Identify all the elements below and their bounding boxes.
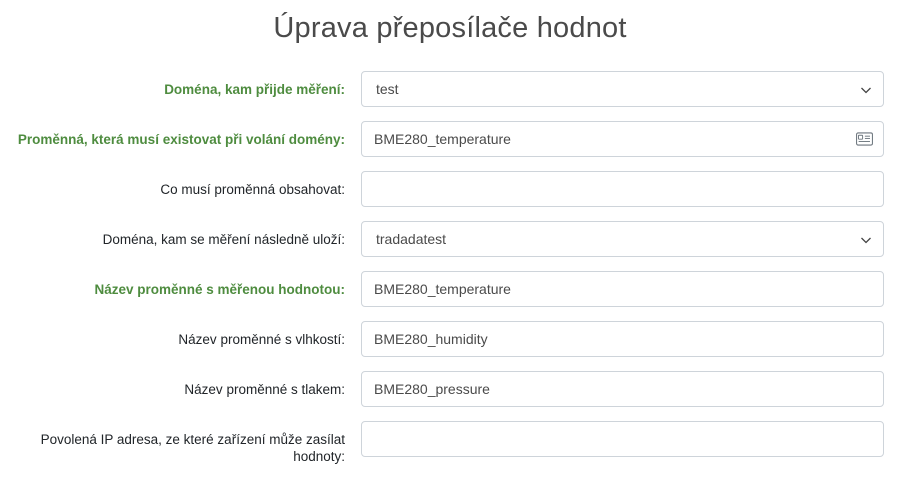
address-card-icon[interactable] xyxy=(856,132,873,146)
label-variable-contains: Co musí proměnná obsahovat: xyxy=(160,182,345,197)
measured-value-variable-input[interactable] xyxy=(361,271,884,307)
allowed-ip-input[interactable] xyxy=(361,421,884,457)
label-pressure-variable: Název proměnné s tlakem: xyxy=(184,382,345,397)
field-pressure-variable xyxy=(361,371,884,407)
variable-contains-input[interactable] xyxy=(361,171,884,207)
form-row-source-domain xyxy=(16,71,884,107)
field-measured-value-variable xyxy=(361,271,884,307)
field-source-domain xyxy=(361,71,884,107)
input-wrap-required-variable xyxy=(361,121,884,157)
form-row-required-variable xyxy=(16,121,884,157)
field-required-variable xyxy=(361,121,884,157)
select-wrap-source-domain xyxy=(361,71,884,107)
label-humidity-variable: Název proměnné s vlhkostí: xyxy=(178,332,345,347)
field-variable-contains xyxy=(361,171,884,207)
form-row-allowed-ip xyxy=(16,421,884,465)
form-row-measured-value-variable xyxy=(16,271,884,307)
label-source-domain: Doména, kam přijde měření: xyxy=(164,82,345,97)
source-domain-select[interactable] xyxy=(361,71,884,107)
form-row-pressure-variable xyxy=(16,371,884,407)
page-title: Úprava přeposílače hodnot xyxy=(273,12,627,44)
form-row-target-domain xyxy=(16,221,884,257)
edit-forwarder-form xyxy=(0,71,900,465)
humidity-variable-input[interactable] xyxy=(361,321,884,357)
label-measured-value-variable: Název proměnné s měřenou hodnotou: xyxy=(94,282,345,297)
form-row-variable-contains xyxy=(16,171,884,207)
field-allowed-ip xyxy=(361,421,884,457)
target-domain-select[interactable] xyxy=(361,221,884,257)
label-allowed-ip: Povolená IP adresa, ze které zařízení může zasílat hodnoty: xyxy=(40,432,345,464)
select-wrap-target-domain xyxy=(361,221,884,257)
form-row-humidity-variable xyxy=(16,321,884,357)
field-target-domain xyxy=(361,221,884,257)
required-variable-input[interactable] xyxy=(361,121,884,157)
field-humidity-variable xyxy=(361,321,884,357)
pressure-variable-input[interactable] xyxy=(361,371,884,407)
label-target-domain: Doména, kam se měření následně uloží: xyxy=(102,232,345,247)
label-required-variable: Proměnná, která musí existovat při volání domény: xyxy=(17,132,345,147)
